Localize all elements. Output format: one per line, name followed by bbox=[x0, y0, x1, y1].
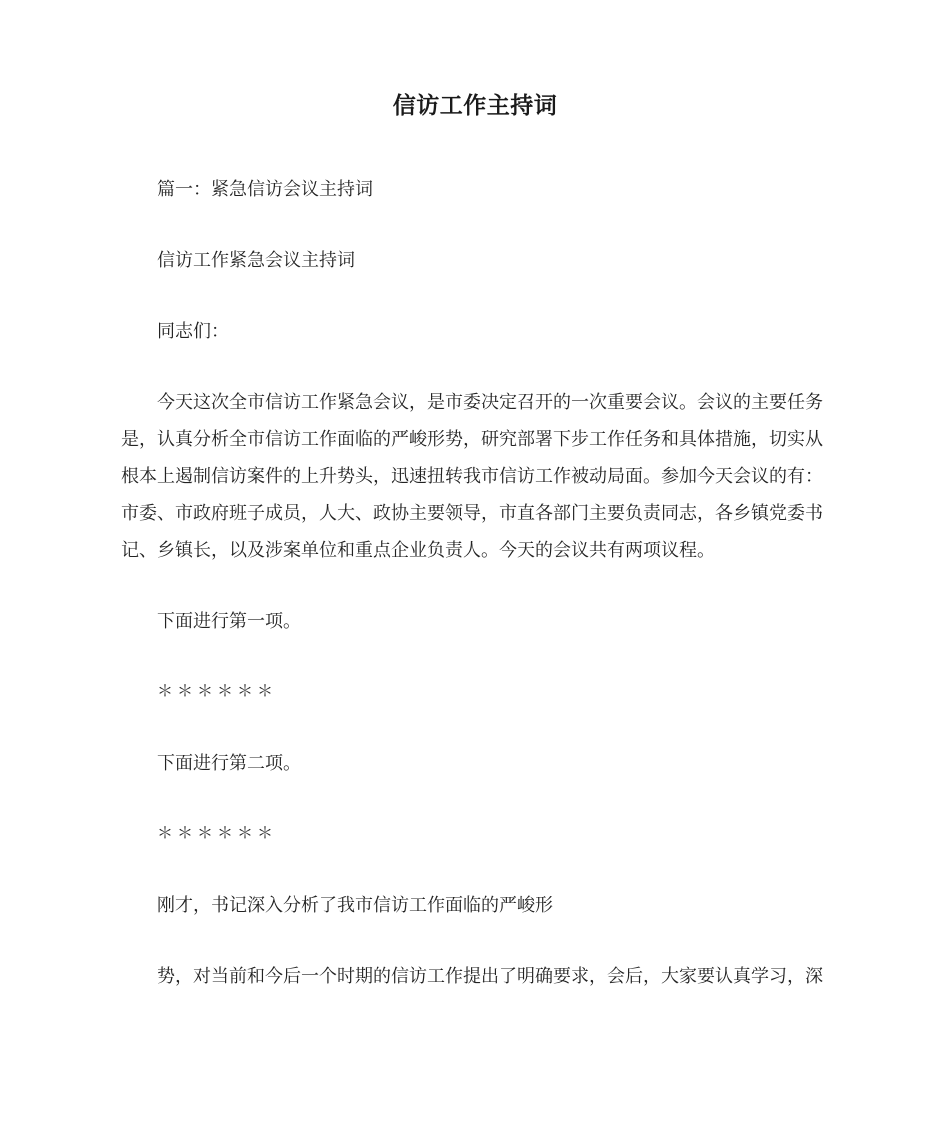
paragraph-line: 根本上遏制信访案件的上升势头，迅速扭转我市信访工作被动局面。参加今天会议的有： bbox=[121, 466, 823, 487]
closing-paragraph-continued bbox=[121, 958, 831, 995]
closing-line: 势，对当前和今后一个时期的信访工作提出了明确要求，会后，大家要认真学习，深 bbox=[157, 966, 823, 987]
section-heading-text: 篇一：紧急信访会议主持词 bbox=[157, 179, 373, 200]
paragraph-line: 是，认真分析全市信访工作面临的严峻形势，研究部署下步工作任务和具体措施，切实从 bbox=[121, 429, 823, 450]
agenda-item-1-text: 下面进行第一项。 bbox=[157, 611, 301, 632]
subtitle-text: 信访工作紧急会议主持词 bbox=[157, 250, 355, 271]
separator-stars-2 bbox=[121, 814, 831, 851]
section-heading bbox=[121, 171, 831, 208]
paragraph-line: 记、乡镇长，以及涉案单位和重点企业负责人。今天的会议共有两项议程。 bbox=[121, 540, 715, 561]
paragraph-line: 今天这次全市信访工作紧急会议，是市委决定召开的一次重要会议。会议的主要任务 bbox=[157, 392, 823, 413]
agenda-item-2-text: 下面进行第二项。 bbox=[157, 753, 301, 774]
stars-text: ＊＊＊＊＊＊ bbox=[157, 681, 278, 700]
agenda-item-1 bbox=[121, 603, 831, 640]
closing-paragraph-start bbox=[121, 887, 831, 924]
agenda-item-2 bbox=[121, 745, 831, 782]
salutation-text: 同志们： bbox=[157, 321, 229, 342]
paragraph-opening bbox=[121, 384, 831, 569]
stars-text: ＊＊＊＊＊＊ bbox=[157, 823, 278, 842]
salutation bbox=[121, 313, 831, 350]
closing-line: 刚才，书记深入分析了我市信访工作面临的严峻形 bbox=[157, 895, 553, 916]
paragraph-line: 市委、市政府班子成员，人大、政协主要领导，市直各部门主要负责同志，各乡镇党委书 bbox=[121, 503, 823, 524]
document-title: 信访工作主持词 bbox=[392, 93, 558, 119]
separator-stars-1 bbox=[121, 672, 831, 709]
document-subtitle bbox=[121, 242, 831, 279]
